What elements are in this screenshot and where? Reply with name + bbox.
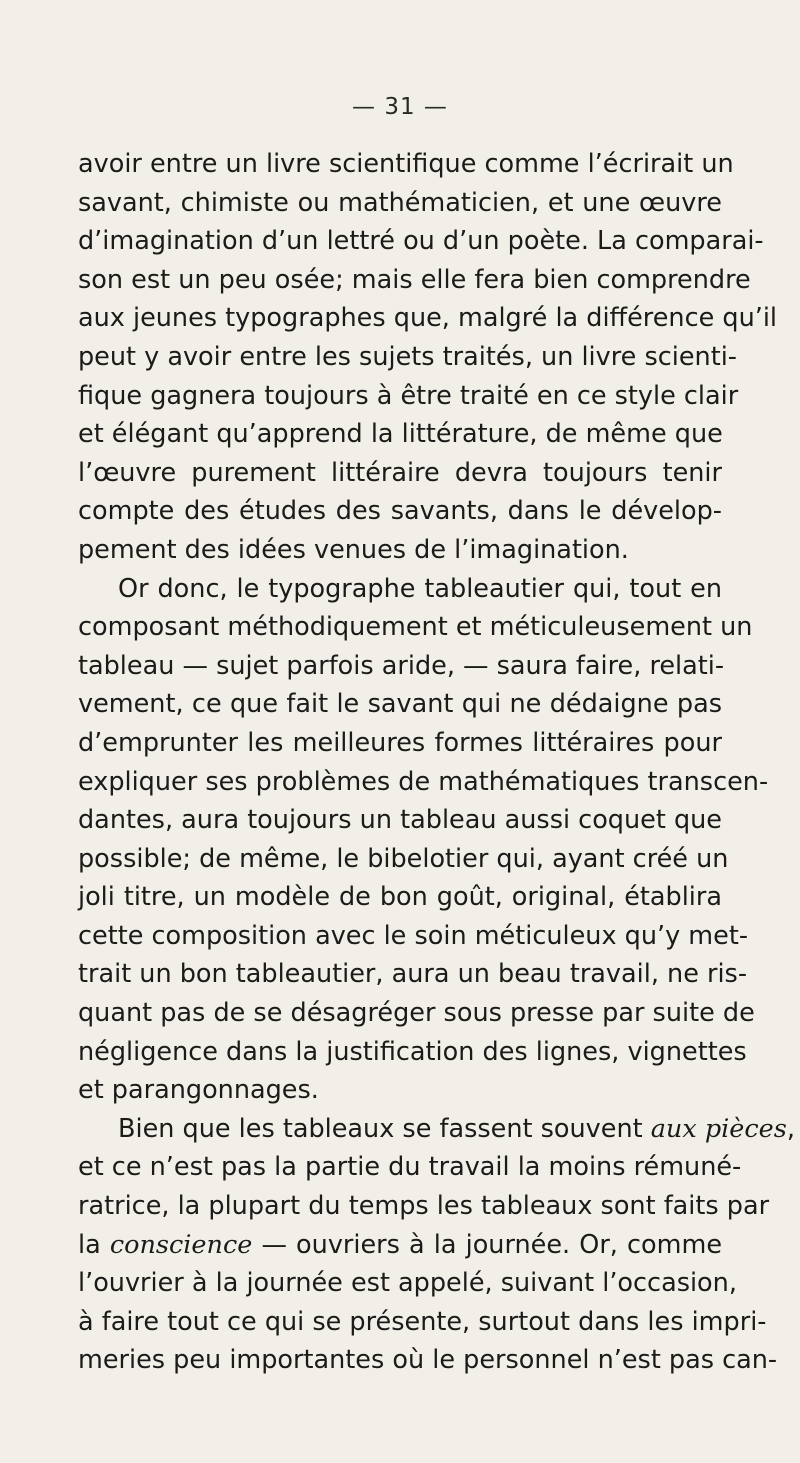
- text-line: composant méthodiquement et méticuleusement un: [78, 612, 753, 643]
- text-line: Or donc, le typographe tableautier qui, tout en: [118, 573, 722, 604]
- text-line: dantes, aura toujours un tableau aussi coquet que: [78, 805, 722, 836]
- text-line: son est un peu osée; mais elle fera bien comprendre: [78, 264, 751, 295]
- text-line: joli titre, un modèle de bon goût, original, établira: [78, 882, 722, 913]
- text-line: possible; de même, le bibelotier qui, ayant créé un: [78, 843, 729, 874]
- text-line: aux jeunes typographes que, malgré la différence qu’il: [78, 303, 778, 334]
- text-line: l’œuvre purement littéraire devra toujours tenir: [78, 457, 722, 488]
- text-line: peut y avoir entre les sujets traités, un livre scienti-: [78, 341, 737, 372]
- text-line: [78, 1226, 722, 1265]
- text-run: — ouvriers à la journée. Or, comme: [261, 1229, 723, 1260]
- text-line: d’imagination d’un lettré ou d’un poète. La comparai-: [78, 226, 764, 257]
- text-line: négligence dans la justification des lignes, vignettes: [78, 1036, 747, 1067]
- text-line: avoir entre un livre scientifique comme l’écrirait un: [78, 149, 734, 179]
- italic-phrase: conscience: [109, 1229, 253, 1260]
- text-line: compte des études des savants, dans le dévelop-: [78, 496, 722, 527]
- text-line: d’emprunter les meilleures formes littéraires pour: [78, 727, 722, 758]
- text-line: savant, chimiste ou mathématicien, et une œuvre: [78, 187, 722, 218]
- text-line: tableau — sujet parfois aride, — saura faire, relati-: [78, 650, 725, 681]
- text-line: vement, ce que fait le savant qui ne dédaigne pas: [78, 689, 722, 720]
- body-text: [78, 145, 795, 1380]
- text-line: cette composition avec le soin méticuleux qu’y met-: [78, 920, 749, 951]
- text-line: et ce n’est pas la partie du travail la moins rémuné-: [78, 1152, 742, 1183]
- text-line: quant pas de se désagréger sous presse par suite de: [78, 998, 755, 1029]
- text-line: expliquer ses problèmes de mathématiques transcen-: [78, 766, 769, 797]
- text-line: et parangonnages.: [78, 1075, 319, 1106]
- text-line: trait un bon tableautier, aura un beau travail, ne ris-: [78, 959, 748, 990]
- page-number: — 31 —: [352, 94, 448, 120]
- text-run: la: [78, 1229, 101, 1260]
- text-run: ,: [786, 1113, 795, 1144]
- text-line: à faire tout ce qui se présente, surtout dans les impri-: [78, 1306, 767, 1337]
- italic-phrase: aux pièces: [650, 1113, 787, 1144]
- text-line: ratrice, la plupart du temps les tableaux sont faits par: [78, 1191, 770, 1222]
- text-line: et élégant qu’apprend la littérature, de même que: [78, 419, 723, 450]
- text-line: [78, 1110, 795, 1149]
- text-run: Bien que les tableaux se fassent souvent: [118, 1113, 643, 1144]
- text-line: l’ouvrier à la journée est appelé, suivant l’occasion,: [78, 1268, 737, 1299]
- text-line: meries peu importantes où le personnel n’est pas can-: [78, 1345, 778, 1376]
- text-line: pement des idées venues de l’imagination.: [78, 534, 629, 565]
- text-line: fique gagnera toujours à être traité en ce style clair: [78, 380, 739, 411]
